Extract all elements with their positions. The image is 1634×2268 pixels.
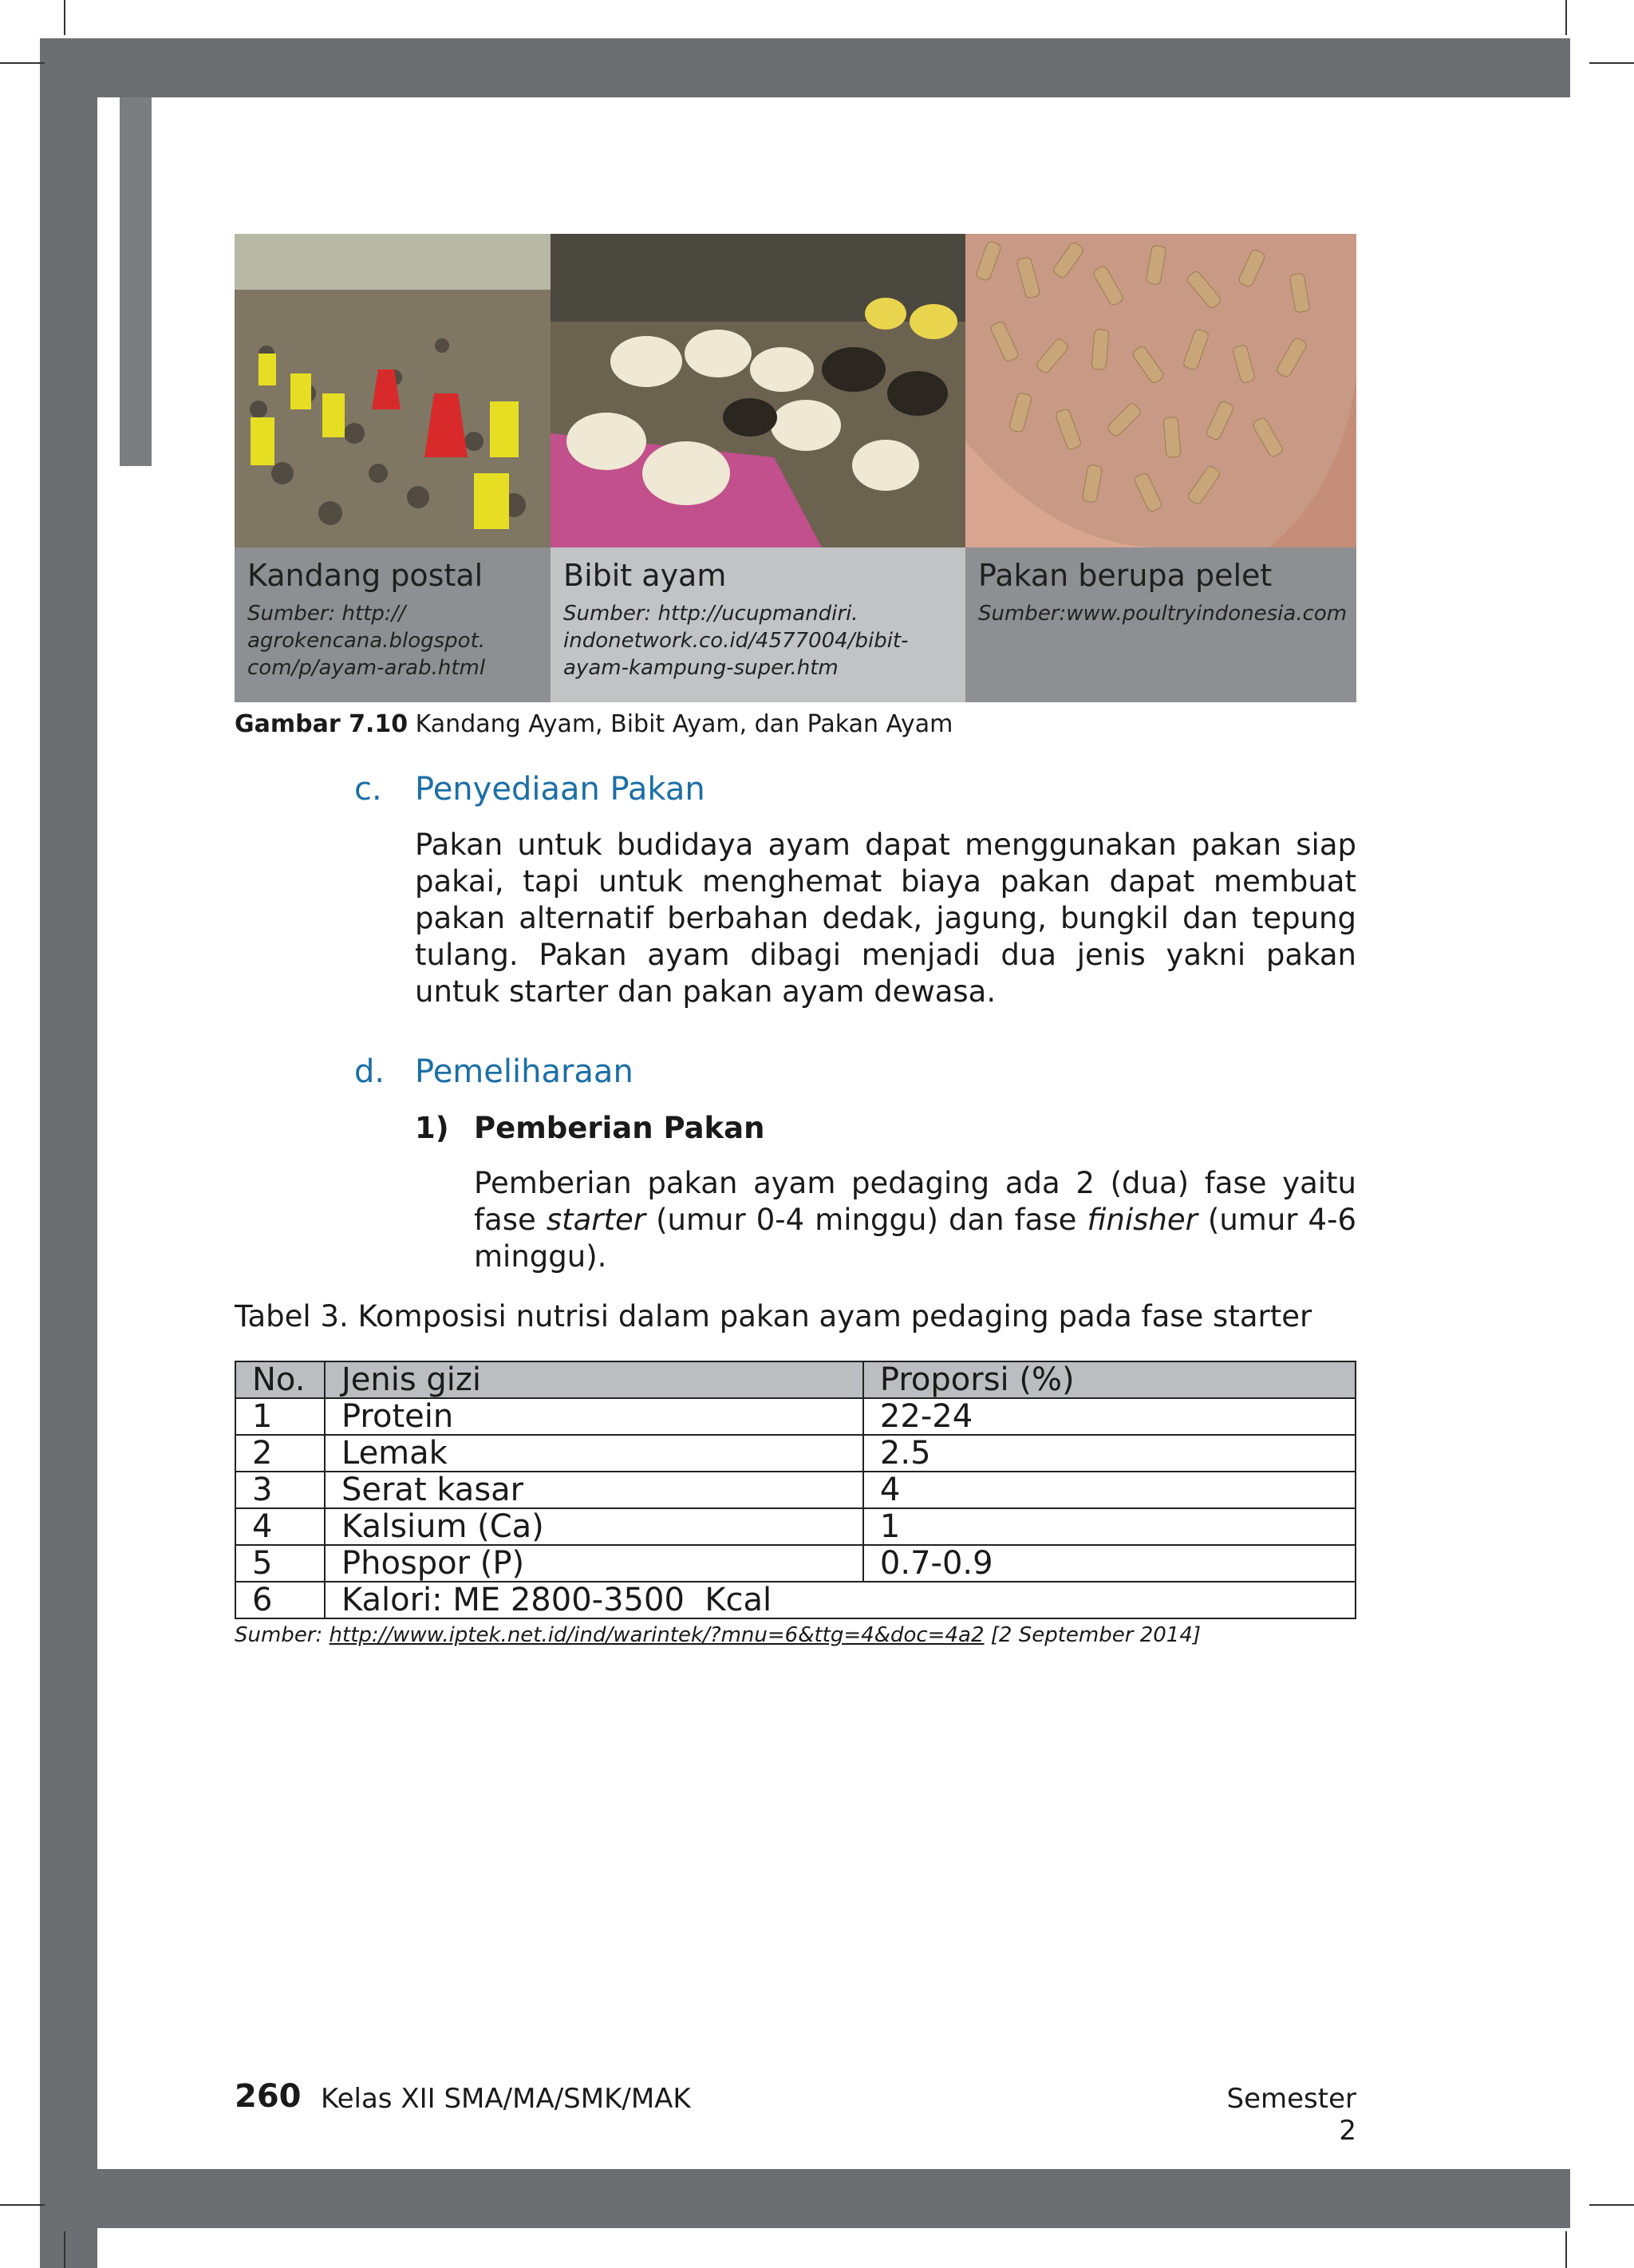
table-row [235, 1435, 1356, 1472]
section-c-paragraph: Pakan untuk budidaya ayam dapat menggunakan pakan siap pakai, tapi untuk menghemat biaya pakan dapat membuat pakan alternatif berbahan dedak, jagung, bungkil dan tepung tulang. Pakan ayam dibagi menjadi dua jenis yakni pakan untuk starter dan pakan ayam dewasa. [415, 828, 1356, 1009]
source-line: Sumber: http://ucupmandiri. [563, 602, 858, 626]
subsection-paragraph [474, 1165, 1356, 1275]
para-italic: starter [546, 1203, 645, 1237]
caption-panel-1 [235, 547, 551, 702]
caption-source [978, 600, 1348, 627]
table-header-cell: No. [235, 1361, 325, 1398]
source-label: Sumber: [235, 1623, 330, 1647]
table-cell: 6 [235, 1582, 325, 1618]
para-italic: finisher [1087, 1203, 1198, 1237]
caption-panel-2 [551, 547, 965, 702]
crop-mark [64, 2231, 65, 2268]
source-line: com/p/ayam-arab.html [247, 656, 486, 680]
photo-pellets [965, 234, 1356, 547]
source-line: Sumber:www.poultryindonesia.com [978, 602, 1348, 626]
table-cell: 2.5 [863, 1435, 1356, 1472]
caption-title: Bibit ayam [563, 558, 727, 593]
page-frame-top [40, 38, 1570, 97]
crop-mark [0, 2204, 45, 2206]
caption-title: Kandang postal [247, 558, 483, 593]
footer-semester: Semester 2 [1226, 2083, 1356, 2147]
table-cell: 1 [235, 1398, 325, 1435]
section-c-title: Penyediaan Pakan [415, 771, 705, 808]
table-cell: 3 [235, 1472, 325, 1508]
subsection-title: Pemberian Pakan [474, 1111, 765, 1145]
crop-mark [64, 0, 65, 35]
table-cell: 4 [863, 1472, 1356, 1508]
photo-chicken-coop [235, 234, 551, 547]
table-title: Tabel 3. Komposisi nutrisi dalam pakan ayam pedaging pada fase starter [235, 1299, 1312, 1334]
table-header-cell: Jenis gizi [325, 1361, 863, 1398]
figure-caption [235, 710, 953, 738]
source-date: [2 September 2014] [984, 1623, 1202, 1647]
caption-panel-3 [965, 547, 1356, 702]
source-line: Sumber: http:// [247, 602, 406, 626]
para-text: (umur 0-4 minggu) dan fase [645, 1203, 1087, 1237]
table-cell: 2 [235, 1435, 325, 1472]
table-cell: 0.7-0.9 [863, 1545, 1356, 1582]
source-line: ayam-kampung-super.htm [563, 656, 839, 680]
table-row [235, 1472, 1356, 1508]
crop-mark [1589, 2204, 1634, 2206]
table-cell: Kalori: ME 2800-3500 Kcal [325, 1582, 1356, 1618]
caption-title: Pakan berupa pelet [978, 558, 1273, 593]
table-cell: Kalsium (Ca) [325, 1508, 863, 1545]
table-cell: 22-24 [863, 1398, 1356, 1435]
page-frame-left [40, 38, 97, 2268]
page-frame-bottom [40, 2169, 1570, 2228]
figure-caption-text: Kandang Ayam, Bibit Ayam, dan Pakan Ayam [408, 710, 953, 738]
page-number: 260 [235, 2078, 302, 2115]
crop-mark [1565, 0, 1567, 35]
source-link[interactable]: http://www.iptek.net.id/ind/warintek/?mnu=6&ttg=4&doc=4a2 [329, 1623, 985, 1647]
caption-source [563, 600, 953, 682]
table-row [235, 1398, 1356, 1435]
table-row [235, 1545, 1356, 1582]
photo-chicks [551, 234, 965, 547]
table-cell: 5 [235, 1545, 325, 1582]
table-header-row [235, 1361, 1356, 1398]
table-header-cell: Proporsi (%) [863, 1361, 1356, 1398]
table-cell: Lemak [325, 1435, 863, 1472]
section-c-letter: c. [354, 771, 382, 808]
crop-mark [1565, 2231, 1567, 2268]
table-cell: Serat kasar [325, 1472, 863, 1508]
nutrition-table [235, 1361, 1356, 1619]
section-d-title: Pemeliharaan [415, 1053, 633, 1090]
table-cell: 4 [235, 1508, 325, 1545]
table-cell: Phospor (P) [325, 1545, 863, 1582]
crop-mark [0, 62, 45, 64]
source-line: indonetwork.co.id/4577004/bibit- [563, 629, 909, 653]
para-text: (umur 4-6 minggu). [474, 1203, 1356, 1274]
figure-label: Gambar 7.10 [235, 710, 408, 738]
table-cell: Protein [325, 1398, 863, 1435]
crop-mark [1589, 62, 1634, 64]
section-d-letter: d. [354, 1053, 385, 1090]
side-tab [120, 97, 152, 466]
table-row [235, 1508, 1356, 1545]
table-cell: 1 [863, 1508, 1356, 1545]
source-line: agrokencana.blogspot. [247, 629, 486, 653]
para-text: Pemberian pakan ayam pedaging ada 2 (dua) fase yaitu fase [474, 1166, 1356, 1237]
footer-class-label: Kelas XII SMA/MA/SMK/MAK [321, 2083, 691, 2115]
subsection-number: 1) [415, 1111, 449, 1145]
table-source [235, 1623, 1201, 1647]
caption-source [247, 600, 538, 682]
table-row [235, 1582, 1356, 1618]
